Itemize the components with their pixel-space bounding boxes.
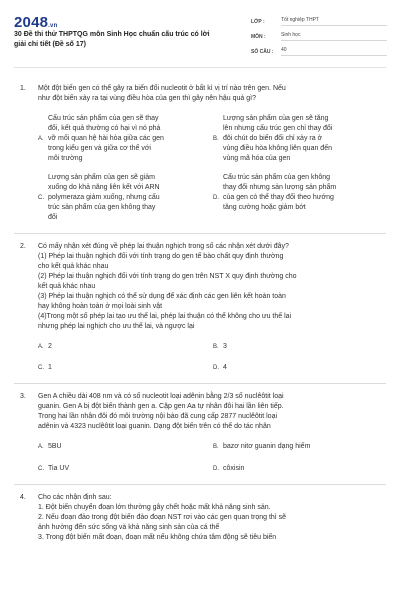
option-d[interactable] xyxy=(213,173,384,223)
option-text-line: trong kiểu gen và giữa cơ thể với xyxy=(48,145,151,152)
option-a[interactable] xyxy=(38,442,209,452)
option-text xyxy=(223,173,384,213)
meta-value: Tốt nghiệp THPT xyxy=(281,17,387,26)
meta-count-row xyxy=(251,44,387,59)
option-a[interactable] xyxy=(38,342,209,352)
question-list xyxy=(0,75,400,543)
meta-label: SỐ CÂU : xyxy=(251,48,274,55)
option-text: 1 xyxy=(48,364,52,371)
question-text-line: guanin. Gen A bị đột biến thành gen a. Cặp gen Aa tự nhân đôi hai lần liên tiếp. xyxy=(38,403,284,410)
meta-label: LỚP : xyxy=(251,18,265,25)
option-text xyxy=(48,173,209,223)
document-title: 30 Đề thi thử THPTQG môn Sinh Học chuẩn cấu trúc có lời giải chi tiết (Đề số 17) xyxy=(14,31,210,48)
option-text-line: Cấu trúc sản phẩm của gen không xyxy=(223,174,331,181)
option-text: 4 xyxy=(223,364,227,371)
question-text-line: 1. Đột biến chuyển đoạn lớn thường gây chết hoặc mất khả năng sinh sản. xyxy=(38,504,271,511)
option-letter: D. xyxy=(213,365,219,371)
question-text-line: (4)Trong một số phép lai tạo ưu thế lai, phép lai thuận có thể không cho ưu thế lai xyxy=(38,313,292,320)
logo-text: 2048 xyxy=(14,14,49,31)
logo-suffix: .vn xyxy=(48,23,58,29)
option-text: côxisin xyxy=(223,465,245,472)
option-letter: A. xyxy=(38,444,44,450)
option-text-line: vùng mã hóa của gen xyxy=(223,155,291,162)
option-text-line: polymeraza giảm xuống, nhưng cấu xyxy=(48,194,160,201)
option-text-line: vỡ mối quan hệ hài hòa giữa các gen xyxy=(48,135,164,142)
option-b[interactable] xyxy=(213,114,384,164)
option-letter: C. xyxy=(38,365,44,371)
question-text-line: (3) Phép lai thuận nghịch có thể sử dụng để xác định các gen liên kết hoàn toàn xyxy=(38,293,286,300)
question-text-line: hay không hoàn toàn ở mọi loài sinh vật xyxy=(38,303,163,310)
option-text-line: Lượng sản phẩm của gen sẽ giảm xyxy=(48,174,155,181)
option-letter: B. xyxy=(213,444,219,450)
option-text-line: trúc sản phẩm của gen không thay xyxy=(48,204,156,211)
meta-value: Sinh học xyxy=(281,32,387,41)
meta-class-row xyxy=(251,14,387,29)
option-text-line: lên nhưng cấu trúc gen chỉ thay đổi xyxy=(223,125,333,132)
question-text-line: ảnh hưởng đến sức sống và khả năng sinh sản của cá thể xyxy=(38,524,220,531)
option-text xyxy=(48,114,209,164)
answer-options xyxy=(38,114,384,223)
option-b[interactable] xyxy=(213,342,384,352)
question-1 xyxy=(0,75,400,223)
option-text: 3 xyxy=(223,343,227,350)
question-text xyxy=(38,84,384,104)
option-text-line: Cấu trúc sản phẩm của gen sẽ thay xyxy=(48,115,159,122)
option-letter: D. xyxy=(213,195,219,201)
option-d[interactable] xyxy=(213,464,384,474)
question-text-line: kết quả khác nhau xyxy=(38,283,96,290)
site-logo[interactable] xyxy=(14,14,57,31)
option-letter: B. xyxy=(213,136,219,142)
option-text-line: tăng cường hoặc giảm bớt xyxy=(223,204,306,211)
option-text-line: đổi xyxy=(48,214,58,221)
header-divider xyxy=(14,67,386,68)
option-letter: C. xyxy=(38,195,44,201)
option-c[interactable] xyxy=(38,464,209,474)
option-c[interactable] xyxy=(38,173,209,223)
meta-panel xyxy=(251,14,387,59)
option-text: bazơ nitơ guanin dạng hiếm xyxy=(223,443,311,450)
question-text xyxy=(38,392,384,432)
question-number: 1. xyxy=(20,85,26,92)
meta-value: 40 xyxy=(281,47,387,56)
question-text-line: cho kết quả khác nhau xyxy=(38,263,109,270)
option-text-line: Lượng sản phẩm của gen sẽ tăng xyxy=(223,115,329,122)
question-3 xyxy=(0,384,400,474)
question-2 xyxy=(0,234,400,373)
option-text-line: của gen có thể thay đổi theo hướng xyxy=(223,194,334,201)
question-text-line: như đột biến xảy ra tại vùng điều hòa của gen thì gây nên hậu quả gì? xyxy=(38,95,256,102)
option-b[interactable] xyxy=(213,442,384,452)
header xyxy=(0,0,400,64)
option-text-line: xuống do khả năng liên kết với ARN xyxy=(48,184,160,191)
option-text-line: thay đổi nhưng sản lượng sản phẩm xyxy=(223,184,337,191)
option-letter: A. xyxy=(38,136,44,142)
question-text-line: Cho các nhận định sau: xyxy=(38,494,112,501)
option-letter: A. xyxy=(38,344,44,350)
option-letter: D. xyxy=(213,466,219,472)
option-c[interactable] xyxy=(38,363,209,373)
answer-options xyxy=(38,342,384,373)
option-letter: B. xyxy=(213,344,219,350)
meta-subject-row xyxy=(251,29,387,44)
question-text-line: Một đột biến gen có thể gây ra biến đổi nucleotit ở bất kì vị trí nào trên gen. Nếu xyxy=(38,85,286,92)
option-text-line: đôi chút do biến đổi chỉ xảy ra ở xyxy=(223,135,323,142)
answer-options xyxy=(38,442,384,474)
option-text-line: môi trường xyxy=(48,155,83,162)
question-number: 3. xyxy=(20,393,26,400)
question-text-line: 2. Nếu đoạn đảo trong đột biến đảo đoạn NST rơi vào các gen quan trọng thì sẽ xyxy=(38,514,287,521)
question-text-line: nhưng phép lai nghịch cho ưu thế lai, và ngược lại xyxy=(38,323,195,330)
option-d[interactable] xyxy=(213,363,384,373)
question-text-line: (1) Phép lai thuận nghịch đối với tính trạng do gen tế bào chất quy định thường xyxy=(38,253,284,260)
option-letter: C. xyxy=(38,466,44,472)
question-text-line: 3. Trong đột biến mất đoạn, đoạn mất nếu không chứa tâm động sẽ tiêu biến xyxy=(38,534,277,541)
question-text-line: Gen A chiều dài 408 nm và có số nucleotit loại adênin bằng 2/3 số nuclêôtit loại xyxy=(38,393,284,400)
question-text-line: (2) Phép lai thuận nghịch đối với tính trạng do gen trên NST X quy định thường cho xyxy=(38,273,297,280)
question-text-line: adênin và 4323 nuclêôtit loại guanin. Dạng đột biến trên có thể do tác nhân xyxy=(38,423,271,430)
option-text-line: vùng điều hòa không liên quan đến xyxy=(223,145,332,152)
question-number: 4. xyxy=(20,494,26,501)
question-text xyxy=(38,242,384,332)
question-4 xyxy=(0,485,400,543)
question-text xyxy=(38,493,384,543)
question-number: 2. xyxy=(20,243,26,250)
option-text: 5BU xyxy=(48,443,62,450)
option-a[interactable] xyxy=(38,114,209,164)
option-text: Tia UV xyxy=(48,465,70,472)
option-text-line: đổi, kết quả thường có hại vì nó phá xyxy=(48,125,161,132)
option-text xyxy=(223,114,384,164)
question-text-line: Có mấy nhận xét đúng về phép lai thuận nghịch trong số các nhận xét dưới đây? xyxy=(38,243,289,250)
question-text-line: Trong hai lần nhân đôi đó môi trường nội bào đã cung cấp 2877 nuclêôtit loại xyxy=(38,413,278,420)
meta-label: MÔN : xyxy=(251,33,266,40)
option-text: 2 xyxy=(48,343,52,350)
